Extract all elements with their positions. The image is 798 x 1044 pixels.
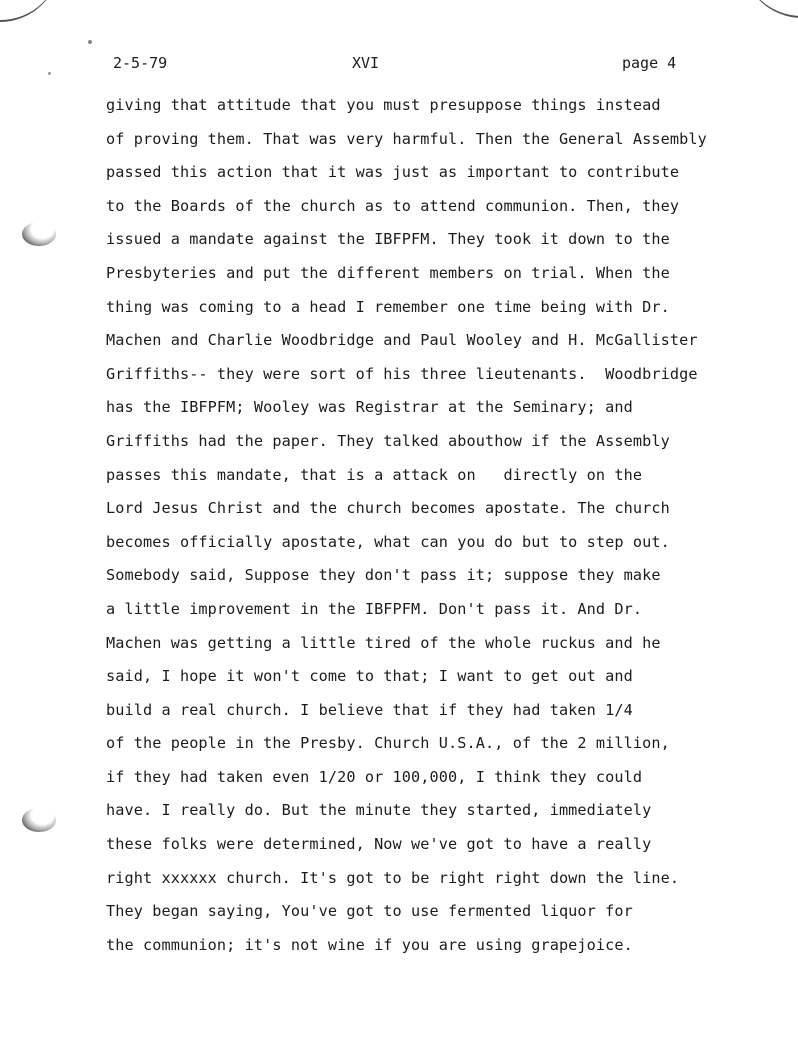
text-line: passed this action that it was just as important to contribute [106,163,680,182]
text-line: if they had taken even 1/20 or 100,000, I think they could [106,767,643,786]
paper-speck [88,40,92,44]
text-line: passes this mandate, that is a attack on directly on the [106,465,643,484]
text-line: of proving them. That was very harmful. Then the General Assembly [106,129,707,148]
text-line: right xxxxxx church. It's got to be right right down the line. [106,868,680,887]
text-line: issued a mandate against the IBFPFM. They took it down to the [106,230,670,249]
text-line: build a real church. I believe that if they had taken 1/4 [106,700,633,719]
text-line: has the IBFPFM; Wooley was Registrar at the Seminary; and [106,398,633,417]
text-line: a little improvement in the IBFPFM. Don't pass it. And Dr. [106,599,643,618]
text-line: giving that attitude that you must presuppose things instead [106,96,661,114]
header-date: 2-5-79 [113,54,168,72]
text-line: Machen was getting a little tired of the whole ruckus and he [106,633,661,652]
text-line: have. I really do. But the minute they started, immediately [106,801,652,820]
binder-hole-punch [22,808,56,832]
text-line: thing was coming to a head I remember one time being with Dr. [106,297,670,316]
text-line: Machen and Charlie Woodbridge and Paul Wooley and H. McGallister [106,331,698,350]
page-header [0,54,798,76]
text-line: to the Boards of the church as to attend communion. Then, they [106,196,680,215]
text-line: Lord Jesus Christ and the church becomes apostate. The church [106,499,670,518]
text-line: said, I hope it won't come to that; I want to get out and [106,667,633,686]
text-line: Somebody said, Suppose they don't pass it; suppose they make [106,566,661,585]
text-line: Presbyteries and put the different members on trial. When the [106,263,670,282]
header-page-number: page 4 [622,54,677,72]
text-line: of the people in the Presby. Church U.S.A., of the 2 million, [106,734,670,753]
text-line: They began saying, You've got to use fermented liquor for [106,902,633,921]
text-line: Griffiths-- they were sort of his three lieutenants. Woodbridge [106,364,698,383]
page-corner-curl-right [742,0,798,18]
text-line: Griffiths had the paper. They talked abouthow if the Assembly [106,431,670,450]
text-line: these folks were determined, Now we've got to have a really [106,835,652,854]
binder-hole-punch [22,222,56,246]
transcript-body [106,95,786,968]
page-corner-curl-left [0,0,60,22]
text-line: the communion; it's not wine if you are using grapejoice. [106,935,633,954]
header-section-number: XVI [352,54,380,72]
text-line: becomes officially apostate, what can you do but to step out. [106,532,670,551]
